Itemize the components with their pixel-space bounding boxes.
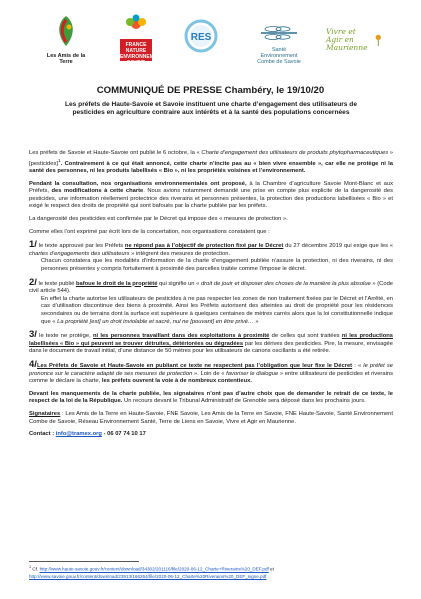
item-1-text-a: le texte approuvé par les Préfets: [36, 243, 125, 250]
paragraph-constat: Comme elles l’ont exprimé par écrit lors de la concertation, nos organisations constatent que :: [29, 228, 270, 235]
p2-text-d: . Nous avions notamment demandé une prise en compte plus explicite de la dangerosité des pesticides, une information réellement protectrice des riverains et personnes présentes, la protection des productions labellisées « Bio » et exigé le respect des droits de propriété qui sont bafoués par la charte publiée par les préfets.: [29, 188, 393, 210]
item-2-text-a: le texte publié: [36, 280, 76, 287]
footnote-et: et: [268, 566, 274, 572]
item-1-text-e: » intègrent des mesures de protection.: [129, 250, 231, 257]
item-2-text-e: » (Code civil article 544).: [29, 280, 394, 295]
signatories-label: Signataires: [29, 410, 61, 417]
footnote-1: [29, 564, 393, 573]
item-4-quote-2: favoriser le dialogue: [226, 370, 279, 377]
contact-phone: - 06 07 74 10 17: [101, 431, 146, 438]
amis-de-la-terre-caption: Les Amis de la Terre: [46, 53, 86, 65]
recours-demand: Devant les manquements de la charte publiée, les signataires n’ont pas d’autre choix que de demander le retrait de ce texte, le respect de la loi de la République.: [29, 390, 393, 405]
footnotes: [29, 564, 393, 581]
p1-text-d: . Contrairement à ce qui était annoncé, cette charte n’incite pas au « bien vivre ensemble », car elle ne protège ni la santé des personnes, ni les produits labellisés « Bio », ni les propriétés voisines et l’environnement.: [29, 160, 393, 175]
fne-savoie-logo: [116, 14, 164, 66]
sec-caption: Santé Environnement Combe de Savoie: [257, 47, 301, 65]
item-3-text-c: de celles qui sont traitées: [269, 333, 342, 340]
item-2-text-c: qui signifie un «: [157, 280, 201, 287]
item-2-number: 2/: [29, 276, 37, 288]
item-4-text-d: ». Loin de «: [192, 370, 227, 377]
item-1: [29, 241, 393, 273]
item-4-conclusion: les préfets ouvrent la voie à de nombreux contentieux.: [101, 378, 252, 385]
item-3-text-e: par les dérives des pesticides. Pire, la mesure, envisagée dans le document de travail initial, d’une distance de 50 mètres pour les utilisateurs de canons oscillants a été retirée.: [29, 340, 393, 355]
item-2-quote: droit de jouir et disposer des choses de la manière la plus absolue: [200, 280, 371, 287]
item-4: [29, 358, 393, 386]
item-2: [29, 276, 394, 327]
recours-tribunal: Un recours devant le Tribunal Administratif de Grenoble sera déposé dans les prochains jours.: [122, 398, 366, 405]
res-logo-text: RES: [190, 32, 212, 43]
res-logo: [184, 18, 218, 59]
dragonfly-icon: [257, 24, 301, 42]
p2-text-a: Pendant la consultation, nos organisations environnementales ont proposé,: [29, 180, 247, 187]
footnote-divider: [29, 561, 139, 562]
p1-text-a: Les préfets de Savoie et Haute-Savoie ont publié le 6 octobre, la «: [29, 150, 202, 156]
item-2-detail-text: En effet la charte autorise les utilisateurs de pesticides à ne pas respecter les zones de non traitement fixées par le Décret et l’Arrêté, en cas d’utilisation discontinue des biens à proximité. Ainsi les Préfets autorisent des atteintes au droit de propriété pour les résidences secondaires ou de terrains dont la surface est supérieure à quelques centaines de mètres carrés alors que la loi constitutionnelle indique que «: [41, 295, 393, 325]
paragraph-danger: La dangerosité des pesticides est confirmée par le Décret qui impose des « mesures de protection ».: [29, 216, 288, 223]
vivre-et-agir-row: [326, 28, 384, 52]
p2-text-b: à la Chambre d’agriculture Savoie Mont-Blanc et aux Préfets,: [29, 180, 393, 195]
item-4-number: 4/: [29, 358, 37, 370]
item-2-emphasis: bafoue le droit de la propriété: [75, 280, 158, 287]
item-3-emphasis-2: ni les productions labellisées « Bio » qui peuvent se trouver détruites, détériorées ou dégradées: [29, 333, 393, 347]
vivre-et-agir-text: [326, 28, 373, 52]
signatories: [29, 411, 393, 426]
logos-row: [44, 14, 384, 74]
sante-environnement-combe-logo: [254, 24, 304, 65]
p1-charter-title: Charte d’engagement des utilisateurs de produits phytopharmaceutiques: [201, 150, 389, 156]
contact-email-link[interactable]: info@tramex.org: [55, 431, 102, 438]
item-1-number: 1/: [29, 239, 37, 251]
paragraph-recours: [29, 391, 393, 406]
item-2-constitution-quote: La propriété [est] un droit inviolable et sacré, nul ne [pouvant] en être privé…: [57, 318, 254, 325]
footnote-cf: Cf.: [31, 566, 40, 572]
amis-de-la-terre-emblem-icon: [51, 14, 81, 48]
footnote-link-haute-savoie[interactable]: http://www.haute-savoie.gouv.fr/content/download/34302/201116/file/2020-06-12_Charte+Riverains%20_DEF.pdf: [39, 566, 269, 572]
item-4-emphasis: Les Préfets de Savoie et Haute-Savoie en publiant ce texte ne respectent pas l’obligation que leur fixe le Décret: [36, 362, 353, 369]
document-body: [29, 150, 393, 439]
item-2-detail-end: »: [253, 318, 259, 325]
item-3-text-a: le texte ne protège,: [36, 333, 93, 340]
signatories-list: : Les Amis de la Terre en Haute-Savoie, FNE Savoie, Les Amis de la Terre en Savoie, FNE Haute-Savoie, Santé Environnement Combe de Savoie, Réseau Environnement Santé, Terre de Liens en Savoie, Vivre et Agir en Maurienne.: [29, 410, 393, 425]
footnote-ref[interactable]: 1: [58, 158, 61, 164]
p1-text-c: » [pesticides]: [29, 150, 393, 167]
paragraph-consultation: [29, 181, 393, 211]
fne-flower-icon: [122, 14, 150, 34]
fne-badge: FRANCE NATURE ENVIRONNEMENT SAVOIE: [120, 39, 152, 61]
page-title: COMMUNIQUÉ DE PRESSE Chambéry, le 19/10/20: [96, 85, 325, 96]
footnote-1-line-2: [29, 573, 393, 581]
vivre-line-2: Agir en Maurienne: [326, 35, 368, 52]
footnote-link-savoie[interactable]: http://www.savoie.gouv.fr/content/download/23913/166264/file/2020-06-12_Charte%20Riverains%20_DEF_signe.pdf: [29, 574, 267, 580]
item-2-detail: [29, 296, 393, 326]
item-4-quote-1: le préfet se prononce sur le caractère adapté de ses mesures de protection: [29, 362, 393, 377]
contact-line: [29, 431, 393, 439]
vivre-et-agir-logo: [326, 28, 384, 52]
vivre-flower-icon: [373, 30, 384, 50]
footnote-number: 1: [29, 565, 32, 569]
item-1-quote: chartes d’engagements des utilisateurs: [29, 250, 130, 257]
res-circle-icon: [184, 18, 218, 54]
p2-text-c: des modifications à cette charte: [51, 188, 144, 195]
item-4-text-b: : «: [352, 362, 364, 369]
contact-label: Contact :: [29, 431, 56, 438]
item-1-text-c: du 27 décembre 2019 qui exige que les «: [283, 243, 393, 250]
item-1-detail: Chacun constatera que les modalités d’information de la charte d’engagement publiée n’assure la protection, ni des riverains, ni des personnes présentes y compris fortuitement à proximité des parcelles traitée comme l’impose le décret.: [41, 258, 393, 273]
amis-de-la-terre-logo: [44, 14, 88, 65]
vivre-line-1: Vivre et: [326, 27, 356, 36]
subtitle: Les préfets de Haute-Savoie et Savoie instituent une charte d’engagement des utilisateurs de pesticides en agriculture contraire aux intérêts et à la santé des populations concernées: [64, 101, 358, 117]
item-3-emphasis-1: ni les personnes travaillant dans des exploitations à proximité: [92, 333, 270, 340]
paragraph-intro: [29, 150, 393, 176]
item-4-text-f: » entre utilisateurs de pesticides et riverains comme le déclare la charte,: [29, 370, 393, 385]
item-3-number: 3/: [29, 329, 37, 341]
item-3: [29, 331, 393, 356]
item-1-emphasis: ne répond pas à l’objectif de protection fixé par le Décret: [124, 243, 284, 250]
